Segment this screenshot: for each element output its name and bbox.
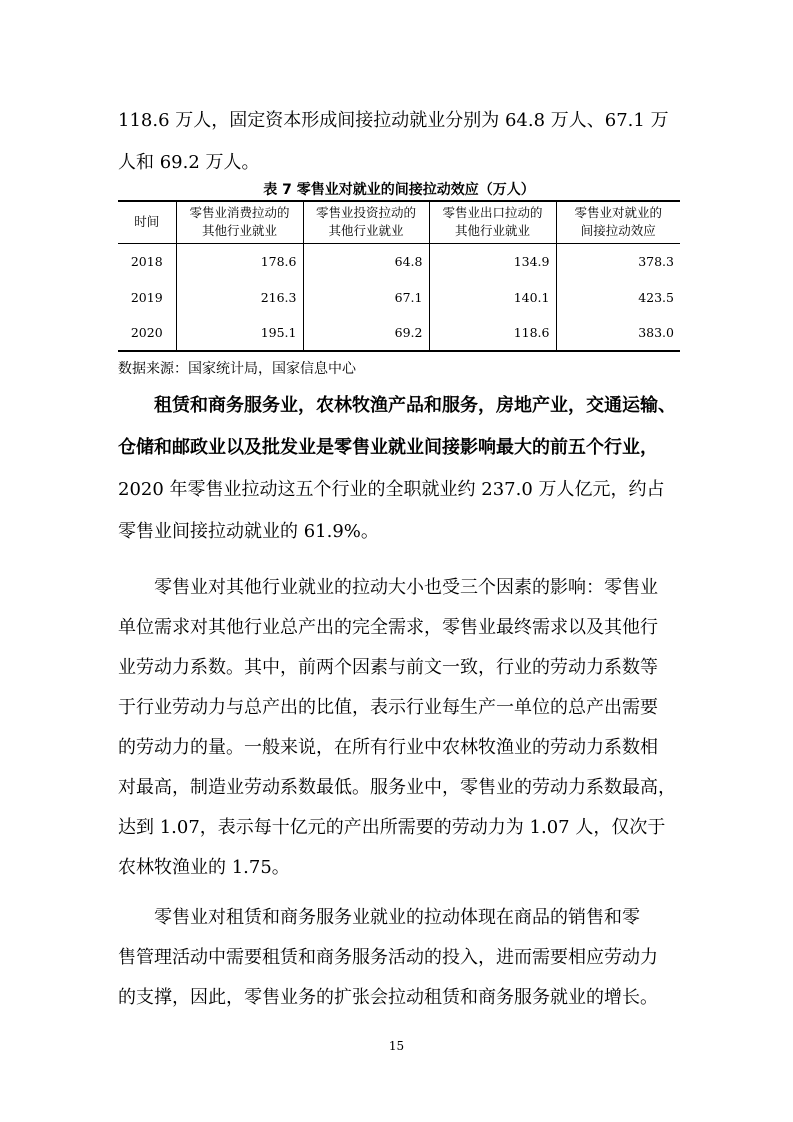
paragraph1-line-4: 零售业间接拉动就业的 61.9%。	[118, 521, 379, 542]
cell-investment: 69.2	[303, 315, 429, 351]
paragraph1-line-3: 2020 年零售业拉动这五个行业的全职就业约 237.0 万人亿元，约占	[118, 479, 665, 500]
table-row	[118, 243, 680, 279]
paragraph3-line-2: 售管理活动中需要租赁和商务服务活动的投入，进而需要相应劳动力	[118, 947, 658, 968]
table-source-note: 数据来源：国家统计局，国家信息中心	[118, 361, 356, 377]
paragraph3-line-1: 零售业对租赁和商务服务业就业的拉动体现在商品的销售和零	[154, 907, 640, 928]
table-title: 表 7 零售业对就业的间接拉动效应（万人）	[263, 182, 535, 198]
header-time: 时间	[118, 201, 176, 243]
paragraph2-line-5: 的劳动力的量。一般来说，在所有行业中农林牧渔业的劳动力系数相	[118, 737, 658, 758]
employment-table	[118, 200, 680, 352]
table-header-row	[118, 201, 680, 243]
header-consumption: 零售业消费拉动的 其他行业就业	[176, 201, 303, 243]
cell-year: 2020	[118, 315, 176, 351]
cell-investment: 64.8	[303, 243, 429, 279]
paragraph2-line-7: 达到 1.07，表示每十亿元的产出所需要的劳动力为 1.07 人，仅次于	[118, 817, 666, 838]
cell-total: 423.5	[556, 279, 680, 315]
page-number: 15	[388, 1039, 405, 1053]
paragraph2-line-4: 于行业劳动力与总产出的比值，表示行业每生产一单位的总产出需要	[118, 697, 658, 718]
paragraph2-line-1: 零售业对其他行业就业的拉动大小也受三个因素的影响：零售业	[154, 577, 658, 598]
header-investment: 零售业投资拉动的 其他行业就业	[303, 201, 429, 243]
table-row	[118, 279, 680, 315]
cell-export: 118.6	[429, 315, 556, 351]
intro-line-1: 118.6 万人，固定资本形成间接拉动就业分别为 64.8 万人、67.1 万	[118, 110, 669, 131]
cell-consumption: 216.3	[176, 279, 303, 315]
paragraph2-line-6: 对最高，制造业劳动系数最低。服务业中，零售业的劳动力系数最高，	[118, 777, 676, 798]
cell-total: 378.3	[556, 243, 680, 279]
paragraph2-line-8: 农林牧渔业的 1.75。	[118, 857, 290, 878]
header-total-effect: 零售业对就业的 间接拉动效应	[556, 201, 680, 243]
paragraph2-line-3: 业劳动力系数。其中，前两个因素与前文一致，行业的劳动力系数等	[118, 657, 658, 678]
cell-consumption: 195.1	[176, 315, 303, 351]
cell-total: 383.0	[556, 315, 680, 351]
cell-consumption: 178.6	[176, 243, 303, 279]
cell-year: 2019	[130, 289, 163, 305]
cell-year: 2018	[130, 253, 163, 269]
cell-export: 140.1	[429, 279, 556, 315]
cell-investment: 67.1	[303, 279, 429, 315]
intro-line-2: 人和 69.2 万人。	[118, 152, 260, 173]
header-export: 零售业出口拉动的 其他行业就业	[429, 201, 556, 243]
paragraph3-line-3: 的支撑，因此，零售业务的扩张会拉动租赁和商务服务就业的增长。	[118, 987, 658, 1008]
paragraph1-bold-line-2: 仓储和邮政业以及批发业是零售业就业间接影响最大的前五个行业，	[118, 437, 658, 458]
cell-export: 134.9	[429, 243, 556, 279]
table-row	[118, 315, 680, 351]
paragraph2-line-2: 单位需求对其他行业总产出的完全需求，零售业最终需求以及其他行	[118, 617, 658, 638]
paragraph1-bold-line-1: 租赁和商务服务业，农林牧渔产品和服务，房地产业，交通运输、	[154, 395, 676, 416]
